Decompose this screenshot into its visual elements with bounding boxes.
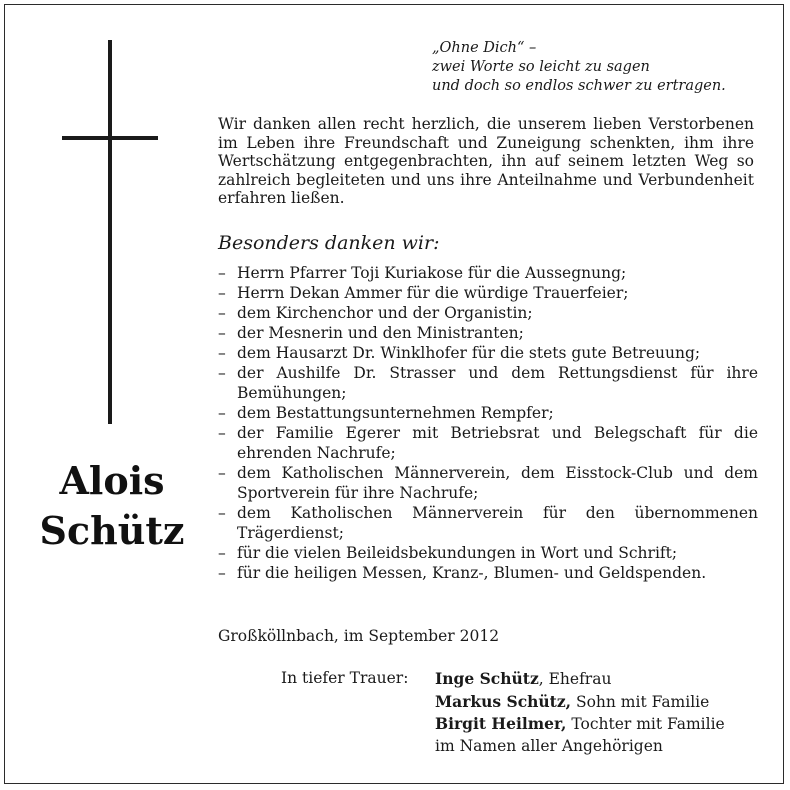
- intro-paragraph: Wir danken allen recht herzlich, die unserem lieben Verstorbenen im Leben ihre Freundschaft und Zuneigung schenkten, ihm ihre Wertschätzung entgegenbrachten, ihn auf seinem letzten Weg so zahlreich begleiteten und uns ihre Anteilnahme und Verbundenheit erfahren ließen.: [218, 115, 754, 208]
- mourner-name: Inge Schütz: [435, 669, 539, 688]
- mourning-label: In tiefer Trauer:: [281, 669, 409, 687]
- list-item: – dem Hausarzt Dr. Winklhofer für die stets gute Betreuung;: [218, 343, 758, 363]
- mourner-relation: , Ehefrau: [538, 670, 612, 688]
- quote: [432, 39, 772, 96]
- list-item: – der Familie Egerer mit Betriebsrat und Belegschaft für die ehrenden Nachrufe;: [218, 423, 758, 463]
- thanks-heading: Besonders danken wir:: [218, 232, 440, 254]
- thanks-list: [218, 263, 758, 583]
- list-item: – dem Katholischen Männerverein für den übernommenen Trägerdienst;: [218, 503, 758, 543]
- list-item: – für die vielen Beileidsbekundungen in Wort und Schrift;: [218, 543, 758, 563]
- list-item: – dem Kirchenchor und der Organistin;: [218, 303, 758, 323]
- list-item: – der Mesnerin und den Ministranten;: [218, 323, 758, 343]
- cross-icon-vertical: [108, 40, 112, 424]
- cross-icon-horizontal: [62, 136, 158, 140]
- quote-line: zwei Worte so leicht zu sagen: [432, 59, 650, 75]
- list-item: – für die heiligen Messen, Kranz-, Blumen- und Geldspenden.: [218, 563, 758, 583]
- mourner-row: [435, 691, 765, 714]
- place-date: Großköllnbach, im September 2012: [218, 627, 500, 645]
- quote-line: und doch so endlos schwer zu ertragen.: [432, 78, 726, 94]
- mourner-relation: Tochter mit Familie: [566, 715, 725, 733]
- list-item: – dem Bestattungsunternehmen Rempfer;: [218, 403, 758, 423]
- mourning-closing: im Namen aller Angehörigen: [435, 736, 663, 755]
- mourners-list: [435, 668, 765, 757]
- list-item: – der Aushilfe Dr. Strasser und dem Rettungsdienst für ihre Bemühungen;: [218, 363, 758, 403]
- quote-line: „Ohne Dich“ –: [432, 40, 537, 56]
- deceased-first-name: Alois: [59, 458, 165, 503]
- deceased-name: [22, 456, 202, 556]
- list-item: – Herrn Pfarrer Toji Kuriakose für die Aussegnung;: [218, 263, 758, 283]
- mourner-relation: Sohn mit Familie: [571, 692, 710, 711]
- deceased-last-name: Schütz: [39, 508, 185, 553]
- mourner-row: [435, 713, 765, 736]
- list-item: – Herrn Dekan Ammer für die würdige Trauerfeier;: [218, 283, 758, 303]
- mourner-name: Birgit Heilmer,: [435, 714, 567, 733]
- list-item: – dem Katholischen Männerverein, dem Eisstock-Club und dem Sportverein für ihre Nachrufe;: [218, 463, 758, 503]
- mourner-row: [435, 668, 765, 691]
- mourner-name: Markus Schütz,: [435, 691, 572, 711]
